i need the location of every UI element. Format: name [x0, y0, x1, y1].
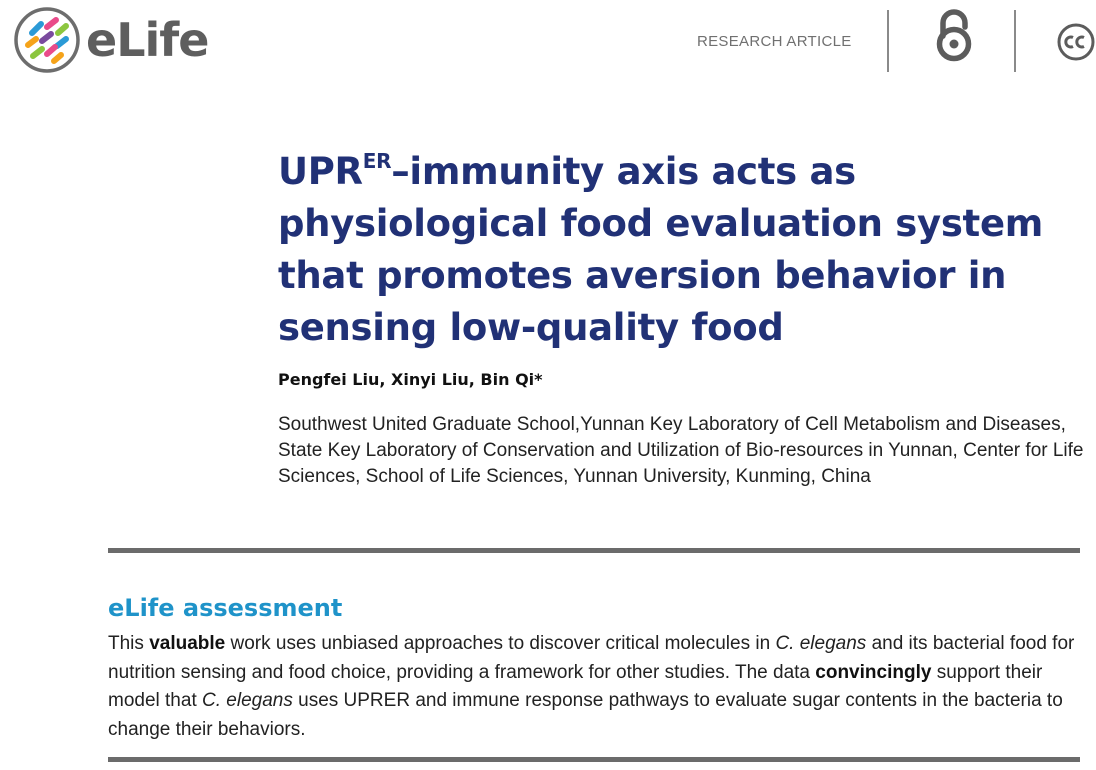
assessment-emphasis: convincingly	[815, 661, 932, 683]
species-name: C. elegans	[775, 633, 867, 654]
header-divider	[1014, 10, 1016, 72]
affiliation: Southwest United Graduate School,Yunnan Key Laboratory of Cell Metabolism and Diseases, State Key Laboratory of Conservation and Utilization of Bio-resources in Yunnan, Center for Life Sciences, School of Life Sciences, Yunnan University, Kunming, China	[278, 414, 1084, 487]
header-divider	[887, 10, 889, 72]
assessment-heading: eLife assessment	[108, 594, 343, 622]
title-prefix: UPR	[278, 150, 363, 193]
elife-logo[interactable]	[14, 8, 209, 72]
assessment-text-part: and its bacterial food for nutrition sensing and food choice, providing a framework for other studies. The data	[108, 633, 1075, 683]
author-list: Pengfei Liu, Xinyi Liu, Bin Qi*	[278, 370, 543, 389]
elife-logo-icon	[14, 7, 80, 73]
assessment-text-part: work uses unbiased approaches to discover critical molecules in	[225, 633, 776, 654]
title-superscript: ER	[362, 149, 392, 173]
section-divider	[108, 548, 1080, 553]
assessment-text-part: This	[108, 633, 150, 654]
assessment-text	[108, 630, 1083, 744]
elife-logo-text: eLife	[86, 13, 209, 67]
section-divider	[108, 757, 1080, 762]
article-type-label: RESEARCH ARTICLE	[697, 33, 852, 50]
assessment-text-part: support their model that	[108, 661, 1043, 711]
article-title	[278, 146, 1096, 354]
creative-commons-icon[interactable]	[1056, 22, 1096, 62]
species-name: C. elegans	[202, 690, 293, 711]
assessment-emphasis: valuable	[149, 633, 226, 654]
page-header	[0, 0, 1096, 90]
assessment-text-part: uses UPRER and immune response pathways to evaluate sugar contents in the bacteria to change their behaviors.	[108, 690, 1063, 740]
open-access-icon[interactable]	[934, 6, 974, 62]
title-rest: –immunity axis acts as physiological food evaluation system that promotes aversion behavior in sensing low-quality food	[278, 150, 1043, 349]
